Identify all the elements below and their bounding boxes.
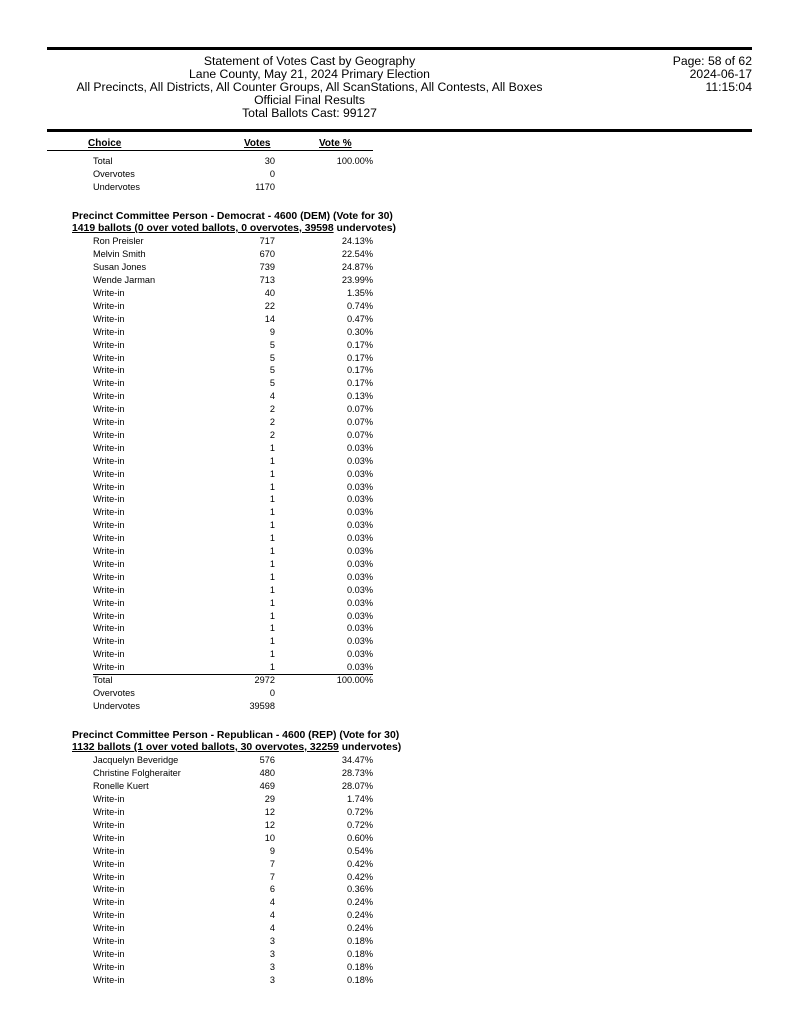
row-choice: Write-in [93, 365, 125, 376]
row-votes: 1 [269, 520, 275, 531]
row-pct: 0.42% [346, 858, 373, 869]
row-pct: 23.99% [341, 275, 373, 286]
election-name: Lane County, May 21, 2024 Primary Election [189, 67, 430, 81]
row-choice: Wende Jarman [93, 275, 156, 286]
row-votes: 1 [269, 649, 275, 660]
row-votes: 4 [269, 923, 275, 934]
row-choice: Write-in [93, 910, 125, 921]
row-votes: 3 [269, 974, 275, 985]
row-choice: Write-in [93, 300, 125, 311]
row-pct: 34.47% [341, 755, 373, 766]
row-pct: 28.07% [341, 781, 373, 792]
row-votes: 9 [269, 845, 275, 856]
row-pct: 0.18% [346, 936, 373, 946]
row-choice: Write-in [93, 584, 125, 595]
row-choice: Write-in [93, 571, 125, 582]
row-choice: Write-in [93, 546, 125, 556]
row-votes: 22 [264, 300, 275, 311]
row-pct: 0.30% [346, 326, 373, 337]
row-choice: Write-in [93, 352, 125, 363]
row-choice: Total [93, 156, 113, 166]
row-choice: Total [93, 675, 113, 685]
row-choice: Write-in [93, 507, 125, 518]
row-choice: Write-in [93, 455, 125, 466]
row-pct: 1.35% [346, 288, 373, 298]
row-pct: 0.03% [346, 468, 373, 479]
column-header-choice: Choice [88, 138, 122, 149]
row-votes: 1 [269, 442, 275, 453]
row-votes: 12 [264, 807, 275, 817]
row-pct: 0.03% [346, 597, 373, 608]
row-votes: 1 [269, 455, 275, 466]
report-date: 2024-06-17 [689, 67, 752, 81]
row-votes: 1170 [255, 181, 275, 192]
row-pct: 0.54% [346, 845, 373, 856]
row-votes: 7 [269, 858, 275, 869]
row-pct: 0.13% [346, 391, 373, 402]
row-pct: 28.73% [341, 768, 373, 779]
row-votes: 2 [269, 429, 275, 440]
row-votes: 4 [269, 910, 275, 921]
row-votes: 29 [264, 794, 275, 805]
row-choice: Write-in [93, 378, 125, 389]
row-choice: Write-in [93, 936, 125, 946]
row-choice: Write-in [93, 417, 125, 427]
row-pct: 22.54% [341, 249, 373, 260]
row-choice: Undervotes [93, 700, 140, 711]
row-votes: 1 [269, 558, 275, 569]
results-status: Official Final Results [254, 93, 365, 107]
column-header-pct: Vote % [319, 138, 352, 149]
row-votes: 1 [269, 623, 275, 634]
row-votes: 1 [269, 546, 275, 556]
total-ballots: Total Ballots Cast: 99127 [242, 106, 377, 120]
row-votes: 30 [264, 156, 275, 166]
row-choice: Write-in [93, 339, 125, 350]
row-choice: Write-in [93, 313, 125, 324]
row-votes: 1 [269, 481, 275, 492]
row-pct: 0.03% [346, 507, 373, 518]
row-votes: 4 [269, 391, 275, 402]
row-choice: Write-in [93, 404, 125, 415]
row-pct: 0.17% [346, 378, 373, 389]
row-pct: 0.36% [346, 884, 373, 895]
row-pct: 0.42% [346, 871, 373, 882]
row-choice: Write-in [93, 597, 125, 608]
row-votes: 1 [269, 662, 275, 673]
row-choice: Write-in [93, 961, 125, 972]
row-choice: Write-in [93, 832, 125, 843]
row-pct: 0.03% [346, 649, 373, 660]
row-votes: 39598 [249, 700, 275, 711]
row-choice: Write-in [93, 391, 125, 402]
ballot-summary-rest: undervotes) [338, 741, 402, 753]
contest-title: Precinct Committee Person - Democrat - 4600 (DEM) (Vote for 30) [72, 210, 393, 222]
ballot-summary-underlined: 1419 ballots (0 over voted ballots, 0 overvotes, 39598 [72, 222, 334, 234]
row-choice: Undervotes [93, 181, 140, 192]
row-votes: 1 [269, 636, 275, 647]
row-choice: Write-in [93, 533, 125, 544]
row-pct: 0.17% [346, 339, 373, 350]
contest-title: Precinct Committee Person - Republican - 4600 (REP) (Vote for 30) [72, 729, 400, 741]
row-choice: Write-in [93, 923, 125, 934]
row-pct: 0.24% [346, 923, 373, 934]
row-votes: 2 [269, 417, 275, 427]
row-choice: Write-in [93, 636, 125, 647]
row-pct: 0.03% [346, 455, 373, 466]
row-choice: Write-in [93, 662, 125, 673]
ballot-summary-rest: undervotes) [333, 222, 396, 234]
row-pct: 0.24% [346, 897, 373, 908]
row-choice: Write-in [93, 871, 125, 882]
row-votes: 0 [269, 168, 275, 179]
row-choice: Overvotes [93, 687, 135, 698]
row-votes: 1 [269, 494, 275, 505]
row-votes: 576 [259, 755, 275, 766]
row-pct: 0.03% [346, 571, 373, 582]
row-votes: 7 [269, 871, 275, 882]
row-votes: 1 [269, 610, 275, 621]
row-votes: 5 [269, 365, 275, 376]
row-choice: Write-in [93, 429, 125, 440]
row-pct: 0.03% [346, 623, 373, 634]
row-pct: 0.03% [346, 481, 373, 492]
row-choice: Write-in [93, 948, 125, 959]
row-pct: 0.03% [346, 662, 373, 673]
row-votes: 40 [264, 288, 275, 298]
row-votes: 3 [269, 936, 275, 946]
row-pct: 0.03% [346, 636, 373, 647]
row-votes: 1 [269, 468, 275, 479]
row-votes: 5 [269, 352, 275, 363]
row-pct: 100.00% [336, 156, 373, 166]
row-pct: 0.07% [346, 404, 373, 415]
row-pct: 0.18% [346, 961, 373, 972]
row-choice: Write-in [93, 442, 125, 453]
row-votes: 1 [269, 507, 275, 518]
row-pct: 0.18% [346, 974, 373, 985]
row-choice: Write-in [93, 468, 125, 479]
row-pct: 0.72% [346, 819, 373, 830]
row-votes: 469 [259, 781, 275, 792]
row-choice: Melvin Smith [93, 249, 146, 260]
row-choice: Write-in [93, 520, 125, 531]
row-votes: 2972 [254, 675, 275, 685]
row-choice: Write-in [93, 897, 125, 908]
row-choice: Write-in [93, 819, 125, 830]
row-pct: 0.24% [346, 910, 373, 921]
row-votes: 5 [269, 339, 275, 350]
row-choice: Susan Jones [93, 262, 147, 273]
contest-ballot-summary [72, 222, 396, 235]
row-pct: 0.17% [346, 365, 373, 376]
row-choice: Write-in [93, 610, 125, 621]
row-pct: 0.47% [346, 313, 373, 324]
report-scope: All Precincts, All Districts, All Counter Groups, All ScanStations, All Contests, All Boxes [76, 80, 543, 94]
row-choice: Write-in [93, 481, 125, 492]
row-pct: 0.03% [346, 494, 373, 505]
row-pct: 0.17% [346, 352, 373, 363]
row-pct: 0.07% [346, 429, 373, 440]
row-pct: 0.03% [346, 546, 373, 556]
row-votes: 2 [269, 404, 275, 415]
row-choice: Overvotes [93, 168, 135, 179]
row-choice: Write-in [93, 974, 125, 985]
ballot-summary-underlined: 1132 ballots (1 over voted ballots, 30 overvotes, 32259 [72, 741, 339, 753]
row-votes: 1 [269, 584, 275, 595]
row-pct: 1.74% [346, 794, 373, 805]
row-choice: Write-in [93, 326, 125, 337]
row-votes: 717 [259, 236, 275, 247]
page-number: Page: 58 of 62 [672, 54, 752, 68]
row-pct: 0.72% [346, 807, 373, 817]
row-pct: 0.74% [346, 300, 373, 311]
row-choice: Write-in [93, 884, 125, 895]
row-choice: Write-in [93, 858, 125, 869]
row-votes: 1 [269, 597, 275, 608]
row-choice: Jacquelyn Beveridge [93, 755, 179, 766]
row-choice: Ron Preisler [93, 236, 144, 247]
row-choice: Write-in [93, 288, 125, 298]
row-choice: Write-in [93, 494, 125, 505]
row-choice: Write-in [93, 558, 125, 569]
row-votes: 14 [264, 313, 275, 324]
row-pct: 100.00% [336, 675, 373, 685]
row-votes: 1 [269, 571, 275, 582]
row-votes: 739 [259, 262, 275, 273]
row-votes: 3 [269, 961, 275, 972]
row-pct: 0.03% [346, 610, 373, 621]
row-votes: 10 [264, 832, 275, 843]
row-choice: Christine Folgheraiter [93, 768, 181, 779]
row-votes: 12 [264, 819, 275, 830]
row-votes: 3 [269, 948, 275, 959]
row-pct: 0.03% [346, 558, 373, 569]
row-pct: 0.03% [346, 533, 373, 544]
row-choice: Ronelle Kuert [93, 781, 149, 792]
contest-ballot-summary [72, 741, 401, 754]
row-votes: 9 [269, 326, 275, 337]
column-header-votes: Votes [244, 138, 271, 149]
row-votes: 5 [269, 378, 275, 389]
row-votes: 713 [259, 275, 275, 286]
row-choice: Write-in [93, 807, 125, 817]
row-pct: 0.03% [346, 520, 373, 531]
row-choice: Write-in [93, 623, 125, 634]
row-pct: 0.03% [346, 584, 373, 595]
row-pct: 0.03% [346, 442, 373, 453]
row-votes: 6 [269, 884, 275, 895]
row-pct: 24.13% [341, 236, 373, 247]
row-choice: Write-in [93, 845, 125, 856]
row-pct: 0.07% [346, 417, 373, 427]
row-pct: 0.60% [346, 832, 373, 843]
row-pct: 24.87% [341, 262, 373, 273]
report-time: 11:15:04 [705, 80, 752, 94]
row-votes: 1 [269, 533, 275, 544]
row-choice: Write-in [93, 649, 125, 660]
row-votes: 0 [269, 687, 275, 698]
row-pct: 0.18% [346, 948, 373, 959]
report-title: Statement of Votes Cast by Geography [203, 54, 416, 68]
row-votes: 670 [259, 249, 275, 260]
row-choice: Write-in [93, 794, 125, 805]
row-votes: 480 [259, 768, 275, 779]
row-votes: 4 [269, 897, 275, 908]
